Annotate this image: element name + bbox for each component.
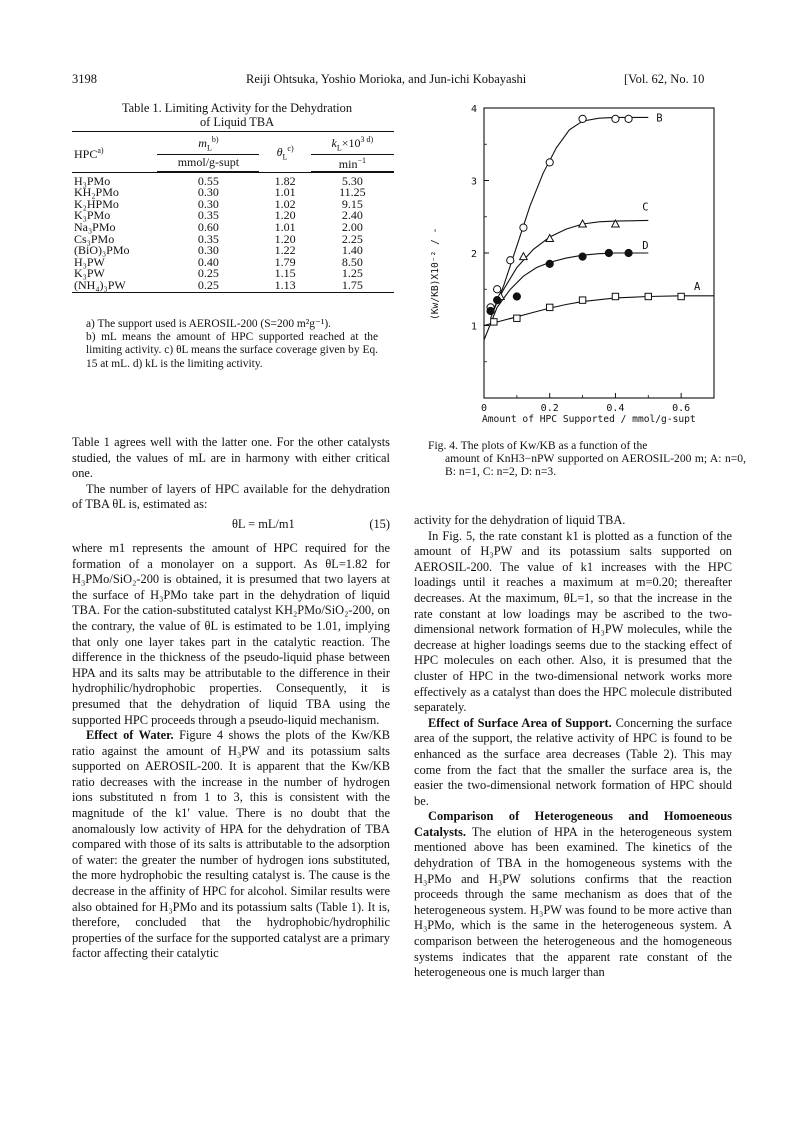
- point-D: [625, 249, 632, 256]
- paragraph: [414, 529, 732, 716]
- point-A: [547, 304, 553, 310]
- series-label-A: A: [694, 280, 701, 293]
- col-head-ml: $m_L^{b)}$: [157, 132, 259, 155]
- paragraph-text: The number of layers of HPC available for the dehydration of TBA θL is, estimated as:: [72, 481, 390, 512]
- cell-hpc: K₂HPMo: [74, 196, 119, 211]
- table-note-a: a) The support used is AEROSIL-200 (S=200 m²g⁻¹).: [86, 318, 331, 330]
- cell-ml: 0.35: [197, 231, 219, 246]
- figure-caption-rest: amount of KnH3−nPW supported on AEROSIL-200 m; A: n=0, B: n=1, C: n=2, D: n=3.: [445, 452, 746, 478]
- y-tick-label: 4: [470, 104, 478, 115]
- table-row: [72, 280, 394, 292]
- paragraph-text: Figure 4 shows the plots of the Kw/KB ratio against the amount of H₃PW and its potassium salts supported on AEROSIL-200. It is apparent that the Kw/KB ratio decreases with the increase in the number of hydrogen ions substituted n from 1 to 3, this is consistent with the magnitude of the k1' value. There is no doubt that the anomalously low activity of HPA for the dehydration of TBA compared with those of its salts is attributable to the adsorption of water: the greater the number of hydrogen ions substituted, the more hydrophobic the resulting catalyst is. The cause is the decrease in the affinity of HPC for alcohol. Similar results were also obtained for H₃PMo and its potassium salts (Table 1). It is, therefore, concluded that the hydrophobic/hydrophilic properties of the surface for the supported catalyst are a primary factor affecting their catalytic: [72, 728, 390, 961]
- paragraph-text: activity for the dehydration of liquid TBA.: [414, 513, 626, 527]
- cell-hpc: K₃PMo: [74, 208, 111, 223]
- table-caption-line1: Table 1. Limiting Activity for the Dehydration: [121, 101, 353, 115]
- table-notes: [86, 318, 378, 371]
- paragraph: [414, 716, 732, 810]
- cell-ml: 0.35: [197, 208, 219, 223]
- table-caption: [72, 101, 402, 129]
- cell-hpc: (NH₄)₃PW: [72, 280, 157, 292]
- x-tick-label: 0.2: [540, 403, 559, 414]
- table-note-b: b) mL means the amount of HPC supported reached at the limiting activity. c) θL means the surface coverage given by Eq. 15 at mL. d) kL is the limiting activity.: [86, 331, 378, 370]
- y-axis-label: (Kw/KB)X10⁻² / -: [430, 227, 441, 320]
- figure-caption-line1: Fig. 4. The plots of Kw/KB as a function of the: [428, 439, 648, 452]
- cell-theta: 1.20: [274, 231, 296, 246]
- x-axis-label: Amount of HPC Supported / mmol/g-supt: [482, 414, 696, 425]
- cell-ml: 0.40: [197, 254, 219, 269]
- table-1: [72, 131, 394, 293]
- cell-hpc: (BiO)₃PMo: [74, 243, 130, 258]
- cell-ml: 0.55: [197, 173, 219, 188]
- y-tick-label: 2: [470, 249, 478, 260]
- point-B: [520, 224, 527, 231]
- point-B: [507, 257, 514, 264]
- point-C: [520, 253, 528, 260]
- cell-kl: 2.00: [341, 219, 363, 234]
- point-D: [605, 249, 612, 256]
- right-column: [414, 513, 732, 981]
- paragraph: [72, 541, 390, 728]
- cell-theta: 1.15: [274, 266, 296, 281]
- data-points: [487, 115, 684, 325]
- point-A: [678, 293, 684, 299]
- point-D: [487, 307, 494, 314]
- series-label-B: B: [656, 112, 663, 125]
- cell-theta: 1.13: [259, 280, 310, 292]
- cell-kl: 9.15: [341, 196, 363, 211]
- cell-theta: 1.22: [274, 243, 296, 258]
- section-heading: Effect of Surface Area of Support.: [428, 715, 612, 730]
- figure-4-plot: [430, 96, 730, 426]
- paragraph-text: Table 1 agrees well with the latter one. For the other catalysts studied, the values of mL are in harmony with either critical one.: [72, 435, 390, 481]
- cell-ml: 0.30: [197, 196, 219, 211]
- col-head-hpc: HPC$^{a)}$: [72, 132, 157, 172]
- paragraph-text: The elution of HPA in the heterogeneous system mentioned above has been examined. The kinetics of the dehydration of TBA in the homogeneous systems with the H₃PMo and H₃PW solutions confirms that the reaction proceeds through the same mechanism as does that of the heterogeneous system. H₃PW was found to be more active than H₃PMo, which is the same in the heterogeneous system. A comparison between the heterogeneous and the homogeneous systems indicates that the apparent rate constant of the heterogeneous one is much larger than: [414, 824, 732, 980]
- cell-kl: 5.30: [341, 173, 363, 188]
- cell-hpc: H₃PMo: [74, 173, 111, 188]
- cell-kl: 8.50: [341, 254, 363, 269]
- plot-border: [484, 108, 714, 398]
- page-number: 3198: [72, 72, 97, 86]
- section-heading: Effect of Water.: [86, 728, 174, 743]
- series-curve-C: [491, 220, 649, 314]
- cell-theta: 1.01: [274, 219, 296, 234]
- col-head-theta: $\theta_L^{c)}$: [259, 132, 310, 172]
- point-B: [494, 286, 501, 293]
- point-B: [546, 159, 553, 166]
- point-A: [579, 297, 585, 303]
- series-label-C: C: [642, 201, 649, 214]
- x-tick-label: 0: [480, 403, 488, 414]
- fit-curves: [484, 117, 714, 340]
- table-caption-line2: of Liquid TBA: [199, 115, 275, 129]
- point-A: [612, 293, 618, 299]
- equation-number: (15): [369, 516, 390, 531]
- point-B: [612, 115, 619, 122]
- cell-ml: 0.25: [197, 266, 219, 281]
- point-D: [546, 260, 553, 267]
- cell-ml: 0.30: [197, 243, 219, 258]
- cell-ml: 0.30: [197, 185, 219, 200]
- cell-kl: 2.25: [341, 231, 363, 246]
- figure-caption: [428, 439, 746, 478]
- paragraph: [414, 513, 732, 529]
- cell-ml: 0.60: [197, 219, 219, 234]
- cell-hpc: K₃PW: [74, 266, 105, 281]
- cell-theta: 1.82: [274, 173, 296, 188]
- series-labels: [642, 112, 701, 292]
- point-A: [645, 293, 651, 299]
- paragraph-text: where m1 represents the amount of HPC required for the formation of a monolayer on a support. As θL=1.82 for H₃PMo/SiO₂-200 is obtained, it is presumed that two layers at the surface of H₃PMo take part in the dehydration of liquid TBA. For the cation-substituted catalyst KH₂PMo/SiO₂-200, on the contrary, the value of θL is estimated to be 1.01, implying that only one layer takes part in the catalytic reaction. The difference in the thickness of the pseudo-liquid phase between HPA and its salts may be attributable to the difference in their hydrophilic/hydrophobic properties. Consequently, it is presumed that the dehydration of liquid TBA using the supported HPC proceeds through a pseudo-liquid mechanism.: [72, 540, 390, 727]
- journal-volume: [Vol. 62, No. 10: [624, 72, 705, 86]
- cell-kl: 2.40: [341, 208, 363, 223]
- section-heading: Comparison of Heterogeneous and Homoeneous Catalysts.: [414, 809, 732, 839]
- cell-hpc: Na₃PMo: [74, 219, 116, 234]
- point-A: [514, 315, 520, 321]
- paragraph: [72, 728, 390, 962]
- cell-kl: 1.40: [341, 243, 363, 258]
- x-tick-label: 0.4: [606, 403, 625, 414]
- cell-theta: 1.01: [274, 185, 296, 200]
- paragraph: [72, 435, 390, 482]
- cell-theta: 1.79: [274, 254, 296, 269]
- cell-theta: 1.20: [274, 208, 296, 223]
- point-B: [579, 115, 586, 122]
- cell-kl: 1.25: [341, 266, 363, 281]
- plot-frame: [484, 108, 714, 398]
- point-D: [579, 253, 586, 260]
- cell-kl: 11.25: [339, 185, 366, 200]
- point-A: [491, 319, 497, 325]
- y-tick-label: 1: [470, 321, 478, 333]
- x-tick-label: 0.6: [672, 403, 691, 414]
- paragraph: [414, 809, 732, 981]
- cell-ml: 0.25: [157, 280, 259, 292]
- cell-kl: 1.75: [311, 280, 394, 292]
- col-head-kl: $k_L\times 10^{3 d)}$: [311, 132, 394, 155]
- paragraph-text: Concerning the surface area of the support, the relative activity of HPC is found to be enhanced as the surface area decreases (Table 2). This may come from the fact that the smaller the surface area is, the easier the two-dimensional network formation of HPC should be.: [414, 715, 732, 808]
- cell-hpc: KH₂PMo: [74, 185, 119, 200]
- col-unit-ml: mmol/g-supt: [157, 154, 259, 171]
- point-D: [513, 293, 520, 300]
- equation-15: [72, 517, 390, 535]
- point-B: [625, 115, 632, 122]
- y-tick-label: 3: [470, 176, 478, 188]
- col-unit-kl: $\min^{-1}$: [311, 154, 394, 171]
- paragraph: [72, 482, 390, 513]
- series-curve-B: [491, 117, 649, 318]
- cell-theta: 1.02: [274, 196, 296, 211]
- running-authors: Reiji Ohtsuka, Yoshio Morioka, and Jun-ichi Kobayashi: [246, 72, 527, 86]
- cell-hpc: Cs₃PMo: [74, 231, 115, 246]
- left-column: [72, 435, 390, 962]
- cell-hpc: H₃PW: [74, 254, 105, 269]
- paragraph-text: In Fig. 5, the rate constant k1 is plotted as a function of the amount of H₃PW and its potassium salts supported on AEROSIL-200. The value of k1 increases with the HPC loadings until it reaches a maximum at m=0.20; thereafter decreases. At the maximum, θL=1, so that the increase in the rate constant at low loadings may be ascribed to the two-dimensional network formation of H₃PW molecules, while the decrease at higher loadings seems due to the stacking effect of HPC molecules on each other. Also, it is presumed that the cluster of HPC in the two-dimensional network works more effectively as a catalyst than does the HPC molecule distributed separately.: [414, 528, 732, 715]
- equation-body: θL = mL/m1: [232, 516, 295, 531]
- point-D: [494, 297, 501, 304]
- series-curve-D: [484, 253, 648, 340]
- series-label-D: D: [642, 240, 649, 252]
